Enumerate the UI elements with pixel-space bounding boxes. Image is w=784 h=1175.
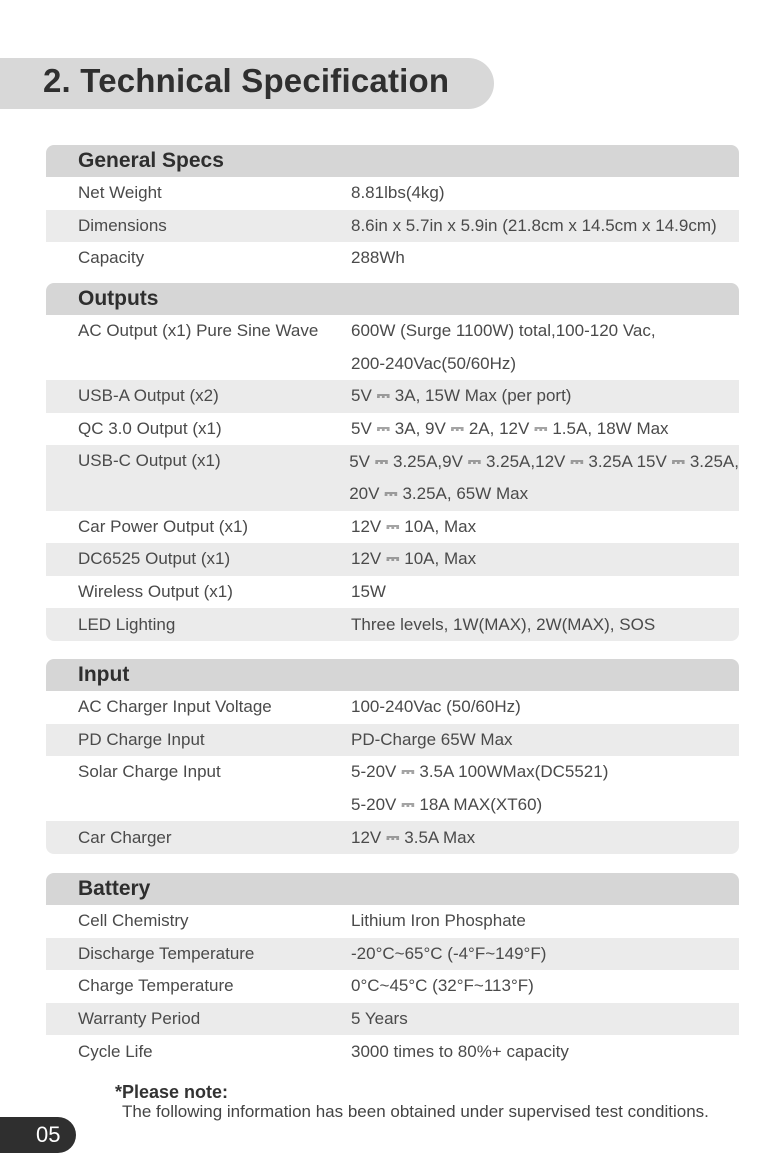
spec-value: [319, 615, 739, 635]
spec-label: Dimensions: [78, 215, 167, 235]
spec-value: [317, 445, 739, 510]
spec-value: [319, 582, 739, 602]
spec-row: [46, 543, 739, 576]
spec-value-line: 15W: [351, 582, 386, 602]
spec-value-line: 5V ⎓ 3A, 15W Max (per port): [351, 386, 572, 406]
spec-value-line: 5-20V ⎓ 3.5A 100WMax(DC5521): [351, 762, 609, 782]
note-text: The following information has been obtained under supervised test conditions.: [122, 1102, 709, 1121]
spec-value: [319, 517, 739, 537]
spec-value: [319, 911, 739, 931]
spec-value-line: -20°C~65°C (-4°F~149°F): [351, 943, 547, 963]
spec-value-line: Three levels, 1W(MAX), 2W(MAX), SOS: [351, 614, 656, 634]
spec-row: [46, 821, 739, 854]
spec-value: [319, 549, 739, 569]
spec-value-line: 12V ⎓ 10A, Max: [351, 516, 477, 536]
spec-label: Car Power Output (x1): [78, 516, 249, 536]
spec-label: Cycle Life: [78, 1041, 153, 1061]
spec-value: [319, 756, 739, 821]
section-heading: General Specs: [46, 145, 739, 177]
spec-section: [46, 283, 739, 641]
spec-row: [46, 905, 739, 938]
spec-value-line: 5V ⎓ 3A, 9V ⎓ 2A, 12V ⎓ 1.5A, 18W Max: [351, 419, 669, 439]
spec-value: [319, 248, 739, 268]
spec-row: [46, 445, 739, 510]
spec-value: [319, 386, 739, 406]
spec-section: [46, 659, 739, 854]
spec-section: [46, 145, 739, 275]
spec-value-line: 100-240Vac (50/60Hz): [351, 697, 521, 717]
spec-value: [319, 216, 739, 236]
spec-row: [46, 315, 739, 380]
spec-value-line: 12V ⎓ 10A, Max: [351, 549, 477, 569]
spec-value: [319, 697, 739, 717]
spec-label: Capacity: [78, 248, 145, 268]
spec-row: [46, 576, 739, 609]
spec-row: [46, 1003, 739, 1036]
spec-value-line: 5V ⎓ 3.25A,9V ⎓ 3.25A,12V ⎓ 3.25A 15V ⎓ 3.25A,: [349, 451, 739, 471]
spec-label: PD Charge Input: [78, 729, 205, 749]
spec-value-line: 12V ⎓ 3.5A Max: [351, 827, 476, 847]
spec-value-line: Lithium Iron Phosphate: [351, 911, 526, 931]
spec-label: USB-C Output (x1): [78, 451, 221, 471]
spec-value-line: 5 Years: [351, 1009, 408, 1029]
spec-row: [46, 242, 739, 275]
spec-row: [46, 938, 739, 971]
spec-row: [46, 970, 739, 1003]
spec-row: [46, 210, 739, 243]
spec-value: [319, 183, 739, 203]
spec-value-line: 5-20V ⎓ 18A MAX(XT60): [351, 795, 543, 815]
spec-label: LED Lighting: [78, 614, 176, 634]
section-heading: Outputs: [46, 283, 739, 315]
spec-row: [46, 380, 739, 413]
spec-label: AC Charger Input Voltage: [78, 697, 272, 717]
spec-value-line: 8.6in x 5.7in x 5.9in (21.8cm x 14.5cm x 14.9cm): [351, 215, 717, 235]
spec-value-line: 288Wh: [351, 248, 405, 268]
spec-value-line: 20V ⎓ 3.25A, 65W Max: [349, 484, 529, 504]
spec-label: Charge Temperature: [78, 976, 234, 996]
spec-row: [46, 177, 739, 210]
spec-value-line: 0°C~45°C (32°F~113°F): [351, 976, 534, 996]
note-title: *Please note:: [115, 1082, 229, 1102]
spec-label: DC6525 Output (x1): [78, 549, 231, 569]
page-title: 2. Technical Specification: [43, 62, 450, 99]
spec-label: AC Output (x1) Pure Sine Wave: [78, 321, 319, 340]
spec-value: [319, 828, 739, 848]
spec-label: Solar Charge Input: [78, 762, 221, 782]
spec-label: Discharge Temperature: [78, 943, 255, 963]
spec-value: [319, 1009, 739, 1029]
spec-value-line: 3000 times to 80%+ capacity: [351, 1041, 569, 1061]
spec-label: QC 3.0 Output (x1): [78, 419, 222, 439]
spec-row: [46, 724, 739, 757]
page-number: 05: [36, 1122, 61, 1147]
spec-row: [46, 511, 739, 544]
spec-value-line: 600W (Surge 1100W) total,100-120 Vac,: [351, 321, 656, 341]
spec-row: [46, 413, 739, 446]
spec-value-line: 200-240Vac(50/60Hz): [351, 353, 517, 373]
spec-value: [319, 976, 739, 996]
spec-label: Net Weight: [78, 183, 162, 203]
spec-value: [319, 944, 739, 964]
spec-row: [46, 691, 739, 724]
spec-value: [319, 315, 739, 380]
spec-value-line: PD-Charge 65W Max: [351, 729, 513, 749]
spec-row: [46, 608, 739, 641]
spec-value: [319, 419, 739, 439]
section-heading: Input: [46, 659, 739, 691]
spec-row: [46, 1035, 739, 1068]
page-number-badge: [0, 1117, 76, 1153]
spec-label: Warranty Period: [78, 1009, 201, 1029]
spec-row: [46, 756, 739, 821]
spec-label: Wireless Output (x1): [78, 582, 233, 602]
spec-label: Cell Chemistry: [78, 911, 189, 931]
spec-label: Car Charger: [78, 827, 172, 847]
spec-value-line: 8.81lbs(4kg): [351, 183, 445, 203]
spec-value: [319, 730, 739, 750]
section-heading: Battery: [46, 873, 739, 905]
spec-value: [319, 1042, 739, 1062]
spec-label: USB-A Output (x2): [78, 386, 219, 406]
spec-section: [46, 873, 739, 1068]
